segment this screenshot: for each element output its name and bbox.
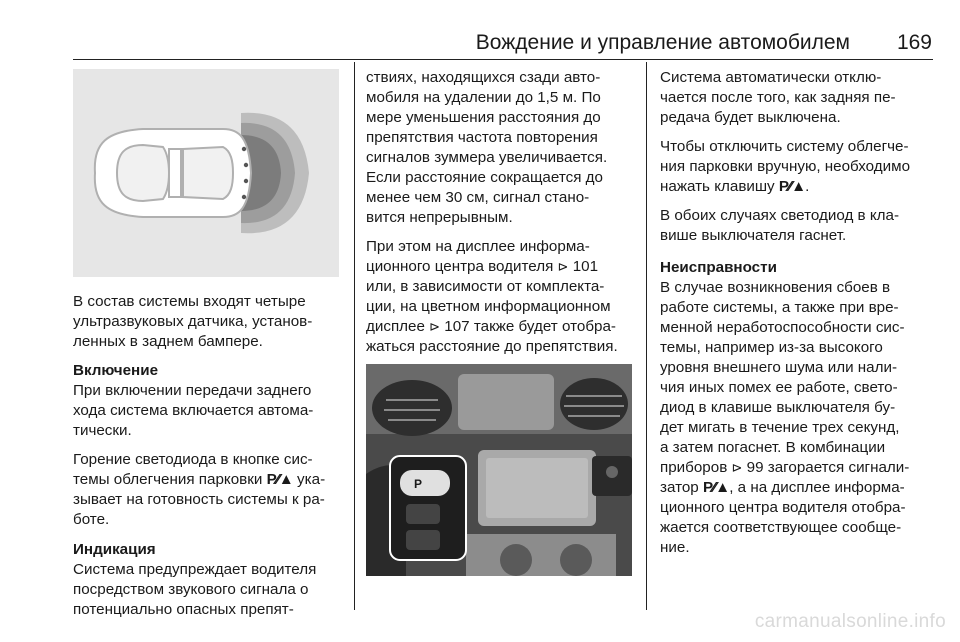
column-2 [366, 68, 634, 389]
paragraph-switch-on: При включении передачи заднего хода система включается автома- тически. [73, 382, 314, 439]
heading-indication: Индикация [73, 541, 156, 558]
page-number: 169 [896, 31, 932, 54]
paragraph-faults: В случае возникновения сбоев в работе системы, а также при вре- менной неработоспособности сис- темы, например из-за высокого уровня внешнего шума или нали- чия иных помех ее работе, свето- диод в клавише выключателя бу- дет мигать в течение трех секунд, а затем погаснет. В комбинации приборов ⊳ 99 загорается сигнали- затор P⁄⁄▲, а на дисплее информа- ционного центра водителя отобра- жается соответствующее сообще- ние. [660, 279, 910, 556]
car-body [95, 129, 251, 217]
column-3 [660, 68, 928, 567]
heading-faults: Неисправности [660, 259, 777, 276]
heading-switch-on: Включение [73, 362, 159, 379]
parking-assist-icon: P⁄⁄▲ [702, 479, 730, 496]
parking-assist-icon: P [414, 477, 423, 491]
paragraph-distance: ствиях, находящихся сзади авто- мобиля на удалении до 1,5 м. По мере уменьшения расстояния до препятствия частота повторения сигналов зуммера увеличивается. Если расстояние сокращается до менее чем 30 см, сигнал стано- вится непрерывным. [366, 69, 608, 226]
paragraph-auto-off: Система автоматически отклю- чается после того, как задняя пе- редача будет выключена. [660, 69, 896, 126]
paragraph-manual-off: Чтобы отключить систему облегче- ния парковки вручную, необходимо нажать клавишу P⁄⁄▲. [660, 138, 911, 195]
column-divider [646, 62, 647, 610]
page-ref-icon: ⊳ [557, 259, 569, 274]
page-ref-link[interactable]: 101 [572, 258, 599, 275]
header-rule [73, 59, 933, 60]
page-ref-link[interactable]: 99 [746, 459, 764, 476]
parking-assist-icon: P⁄⁄▲ [266, 471, 293, 488]
parking-assist-icon: P⁄⁄▲ [778, 178, 806, 195]
paragraph-led: Горение светодиода в кнопке сис- темы облегчения парковки P⁄⁄▲ ука- зывает на готовность системы к ра- боте. [73, 451, 326, 528]
watermark[interactable]: carmanualsonline.info [754, 611, 946, 632]
column-divider [354, 62, 355, 610]
page-ref-icon: ⊳ [731, 460, 743, 475]
paragraph-indication: Система предупреждает водителя посредством звукового сигнала о потенциально опасных препят- [73, 561, 317, 618]
air-vent-left [372, 380, 452, 436]
paragraph-led-off: В обоих случаях светодиод в кла- више выключателя гаснет. [660, 207, 900, 244]
paragraph-intro: В состав системы входят четыре ультразвуковых датчика, установ- ленных в заднем бампере. [73, 293, 313, 350]
paragraph-display: При этом на дисплее информа- ционного центра водителя ⊳ 101 или, в зависимости от комплекта- ции, на цветном информационном дисплее ⊳ 107 также будет отобра- жаться расстояние до препятствия. [366, 238, 618, 355]
page-ref-icon: ⊳ [429, 319, 441, 334]
car-top-view-figure [73, 69, 339, 277]
column-1 [73, 292, 341, 629]
dashboard-button-figure [366, 364, 632, 576]
parking-assist-button [400, 470, 450, 496]
page-ref-link[interactable]: 107 [444, 318, 470, 335]
page-title: Вождение и управление автомобилем [475, 31, 850, 54]
air-vent-right [560, 378, 628, 430]
